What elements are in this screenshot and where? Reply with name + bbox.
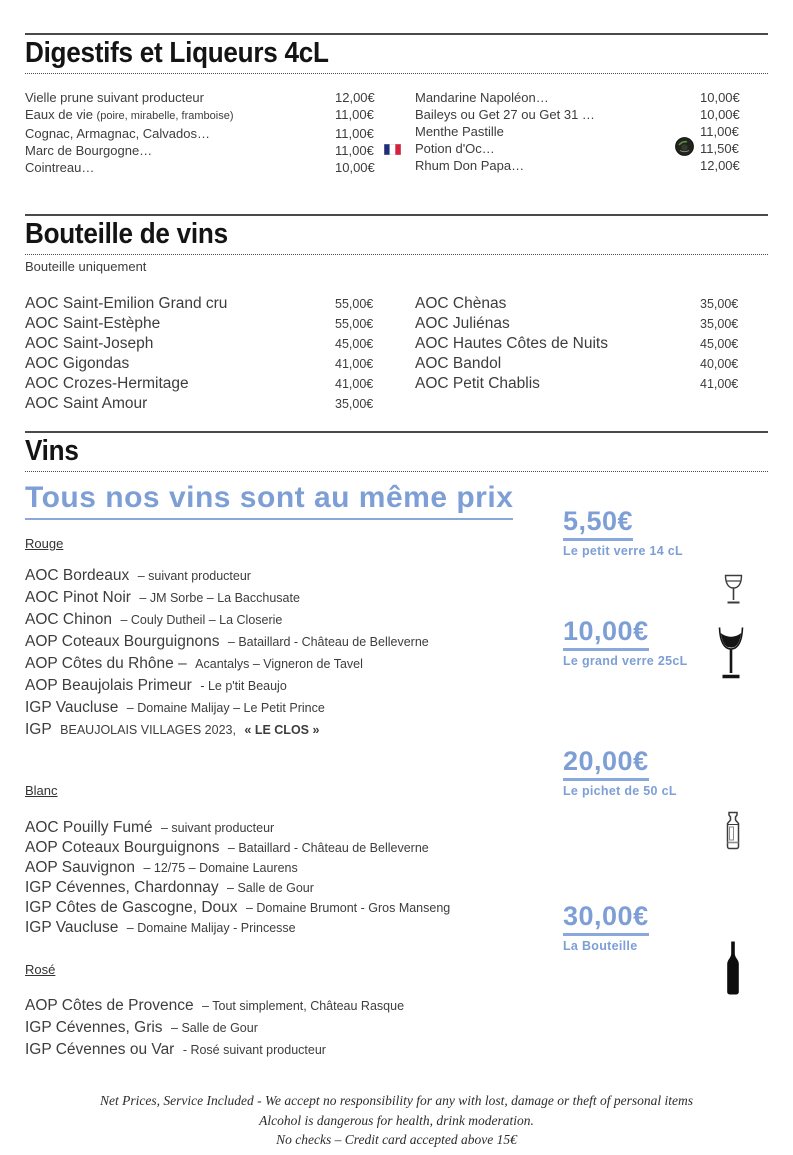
wine-note: – Couly Dutheil – La Closerie — [120, 613, 283, 627]
item-name: AOC Saint Amour — [25, 395, 148, 412]
wine-bottle-row — [25, 394, 383, 414]
item-name: AOC Saint-Joseph — [25, 335, 154, 352]
item-name-wrap — [25, 106, 335, 125]
wine-item-row — [25, 719, 570, 741]
wine-item-row — [25, 918, 570, 938]
item-price: 10,00€ — [700, 107, 740, 122]
wine-note-bold: « LE CLOS » — [244, 723, 320, 737]
item-name: Rhum Don Papa… — [415, 158, 525, 173]
item-name: Cognac, Armagnac, Calvados… — [25, 126, 210, 141]
wine-note: – Bataillard - Château de Belleverne — [227, 841, 429, 855]
wine-item-row — [25, 818, 570, 838]
price-label: La Bouteille — [563, 939, 638, 953]
wine-name: AOC Bordeaux — [25, 567, 130, 584]
item-price: 11,00€ — [335, 143, 374, 158]
menu-item-row — [415, 140, 748, 157]
price-block-large-glass — [563, 616, 688, 668]
item-name: AOC Crozes-Hermitage — [25, 375, 189, 392]
wine-bottle-row — [25, 334, 383, 354]
wine-item-row — [25, 995, 570, 1017]
vins-section — [25, 431, 768, 1061]
wine-item-row — [25, 858, 570, 878]
wine-note: – suivant producteur — [160, 821, 275, 835]
france-flag-icon — [384, 142, 401, 159]
wine-note: – Tout simplement, Château Rasque — [202, 999, 405, 1013]
wine-item-row — [25, 565, 570, 587]
item-name-wrap — [415, 140, 700, 157]
price-label: Le pichet de 50 cL — [563, 784, 677, 798]
menu-item-row — [415, 123, 748, 140]
wine-name: AOP Côtes de Provence — [25, 997, 194, 1014]
item-name: Potion d'Oc… — [415, 141, 495, 156]
item-name: Vielle prune suivant producteur — [25, 90, 204, 105]
item-price: 41,00€ — [700, 377, 739, 391]
wine-note: – Bataillard - Château de Belleverne — [227, 635, 429, 649]
item-name-wrap — [415, 106, 700, 123]
wine-bottle-icon — [725, 941, 741, 1000]
bouteille-left-column — [25, 294, 383, 414]
wine-item-row — [25, 609, 570, 631]
wine-item-row — [25, 587, 570, 609]
item-price: 35,00€ — [335, 397, 374, 411]
item-price: 55,00€ — [335, 297, 374, 311]
digestifs-right-column — [415, 89, 748, 176]
footer-line: Alcohol is dangerous for health, drink moderation. — [259, 1112, 534, 1128]
wine-note: – Domaine Malijay – Le Petit Prince — [126, 701, 325, 715]
item-price: 40,00€ — [700, 357, 739, 371]
item-name-wrap — [415, 157, 700, 174]
item-name-wrap — [415, 89, 700, 106]
item-name: Eaux de vie — [25, 107, 97, 122]
item-price: 11,00€ — [335, 107, 374, 122]
wine-item-row — [25, 653, 570, 675]
wine-item-row — [25, 878, 570, 898]
wine-item-row — [25, 697, 570, 719]
digestifs-grid — [25, 89, 768, 176]
section-title-bouteille: Bouteille de vins — [25, 218, 228, 250]
item-price: 11,00€ — [335, 126, 374, 141]
item-price: 12,00€ — [700, 158, 740, 173]
menu-page — [0, 33, 793, 1150]
item-name: Cointreau… — [25, 160, 95, 175]
wine-item-row — [25, 898, 570, 918]
menu-item-row — [25, 142, 383, 159]
menu-item-row — [415, 89, 748, 106]
item-price: 45,00€ — [335, 337, 374, 351]
same-price-banner: Tous nos vins sont au même prix — [25, 481, 513, 520]
digestifs-left-column — [25, 89, 383, 176]
divider-solid — [25, 431, 768, 433]
wine-note: – Domaine Malijay - Princesse — [126, 921, 296, 935]
item-price: 35,00€ — [700, 297, 739, 311]
wine-bottle-row — [25, 314, 383, 334]
footer-legal — [25, 1091, 768, 1150]
item-name-wrap — [25, 125, 335, 142]
price-amount: 5,50€ — [563, 506, 633, 541]
bouteille-grid — [25, 294, 768, 414]
wine-name: IGP Cévennes, Chardonnay — [25, 879, 219, 896]
item-price: 41,00€ — [335, 357, 374, 371]
section-title-vins: Vins — [25, 435, 79, 467]
item-price: 41,00€ — [335, 377, 374, 391]
item-price: 10,00€ — [335, 160, 375, 175]
wine-bottle-row — [25, 354, 383, 374]
wine-note: – Domaine Brumont - Gros Manseng — [245, 901, 451, 915]
price-block-pitcher — [563, 746, 677, 798]
wine-name: IGP — [25, 721, 52, 738]
price-label: Le grand verre 25cL — [563, 654, 688, 668]
group-label-rose: Rosé — [25, 962, 56, 977]
divider-dotted — [25, 73, 768, 74]
group-label-blanc: Blanc — [25, 783, 58, 798]
item-name: AOC Bandol — [415, 355, 502, 372]
wine-item-row — [25, 838, 570, 858]
price-block-bottle — [563, 901, 649, 953]
blanc-list — [25, 818, 570, 938]
item-price: 35,00€ — [700, 317, 739, 331]
item-price: 11,00€ — [700, 124, 739, 139]
item-price: 55,00€ — [335, 317, 374, 331]
wine-name: AOP Coteaux Bourguignons — [25, 633, 220, 650]
item-name: Mandarine Napoléon… — [415, 90, 549, 105]
wine-name: AOP Beaujolais Primeur — [25, 677, 192, 694]
price-label: Le petit verre 14 cL — [563, 544, 683, 558]
divider-dotted — [25, 254, 768, 255]
divider-solid — [25, 33, 768, 35]
item-name: AOC Saint-Emilion Grand cru — [25, 295, 228, 312]
wine-bottle-row — [415, 314, 748, 334]
section-title-digestifs: Digestifs et Liqueurs 4cL — [25, 37, 329, 69]
item-name: Baileys ou Get 27 ou Get 31 … — [415, 107, 595, 122]
wine-bottle-row — [415, 294, 748, 314]
footer-line: Net Prices, Service Included - We accept no responsibility for any with lost, damage or theft of personal items — [100, 1093, 693, 1108]
wine-name: IGP Côtes de Gascogne, Doux — [25, 899, 238, 916]
wine-name: IGP Vaucluse — [25, 919, 119, 936]
item-price: 45,00€ — [700, 337, 739, 351]
wine-item-row — [25, 675, 570, 697]
wine-bottle-row — [415, 334, 748, 354]
wine-note: – suivant producteur — [137, 569, 251, 583]
wine-name: IGP Cévennes, Gris — [25, 1019, 163, 1036]
wine-name: AOP Sauvignon — [25, 859, 136, 876]
wine-bottle-row — [415, 374, 748, 394]
menu-item-row — [25, 159, 383, 176]
menu-item-row — [25, 106, 383, 125]
wine-note: – Salle de Gour — [171, 1021, 258, 1035]
item-name-wrap — [415, 123, 700, 140]
bouteille-subtitle: Bouteille uniquement — [25, 259, 147, 274]
wine-note: Acantalys – Vigneron de Tavel — [195, 657, 363, 671]
footer-line: No checks – Credit card accepted above 15€ — [276, 1132, 517, 1148]
item-name-wrap — [25, 89, 335, 106]
wine-note: – 12/75 – Domaine Laurens — [143, 861, 298, 875]
pitcher-icon — [722, 811, 744, 856]
large-wine-glass-icon — [717, 626, 745, 687]
group-label-rouge: Rouge — [25, 536, 64, 551]
item-name: Menthe Pastille — [415, 124, 504, 139]
menu-item-row — [415, 157, 748, 174]
item-price: 12,00€ — [335, 90, 375, 105]
price-block-small-glass — [563, 506, 683, 558]
wine-item-row — [25, 631, 570, 653]
wine-name: AOC Pouilly Fumé — [25, 819, 153, 836]
price-amount: 30,00€ — [563, 901, 649, 936]
item-name: Marc de Bourgogne… — [25, 143, 153, 158]
wine-bottle-row — [415, 354, 748, 374]
bouteille-right-column — [415, 294, 748, 414]
item-name: AOC Hautes Côtes de Nuits — [415, 335, 608, 352]
wine-name: AOC Pinot Noir — [25, 589, 131, 606]
divider-solid — [25, 214, 768, 216]
item-note: (poire, mirabelle, framboise) — [96, 110, 234, 122]
wine-name: AOP Coteaux Bourguignons — [25, 839, 220, 856]
item-price: 10,00€ — [700, 90, 740, 105]
wine-note: – JM Sorbe – La Bacchusate — [139, 591, 300, 605]
rouge-list — [25, 565, 570, 741]
price-amount: 10,00€ — [563, 616, 649, 651]
item-name: AOC Gigondas — [25, 355, 130, 372]
wine-item-row — [25, 1017, 570, 1039]
small-wine-glass-icon — [722, 574, 745, 611]
rose-list — [25, 995, 570, 1061]
item-name-wrap — [25, 142, 335, 159]
item-name: AOC Petit Chablis — [415, 375, 540, 392]
item-price: 11,50€ — [700, 141, 739, 156]
wine-name: AOC Chinon — [25, 611, 113, 628]
wine-bottle-row — [25, 374, 383, 394]
wine-name: AOP Côtes du Rhône – — [25, 655, 187, 672]
wine-name: IGP Cévennes ou Var — [25, 1041, 175, 1058]
wine-note: BEAUJOLAIS VILLAGES 2023, — [60, 723, 236, 737]
wine-note: – Salle de Gour — [227, 881, 314, 895]
item-name: AOC Juliénas — [415, 315, 510, 332]
item-name-wrap — [25, 159, 335, 176]
price-amount: 20,00€ — [563, 746, 649, 781]
wine-note: - Rosé suivant producteur — [182, 1043, 326, 1057]
wine-bottle-row — [25, 294, 383, 314]
menu-item-row — [25, 89, 383, 106]
wine-item-row — [25, 1039, 570, 1061]
item-name: AOC Chènas — [415, 295, 507, 312]
wine-name: IGP Vaucluse — [25, 699, 119, 716]
item-name: AOC Saint-Estèphe — [25, 315, 161, 332]
wine-note: - Le p'tit Beaujo — [200, 679, 287, 693]
menu-item-row — [25, 125, 383, 142]
menu-item-row — [415, 106, 748, 123]
